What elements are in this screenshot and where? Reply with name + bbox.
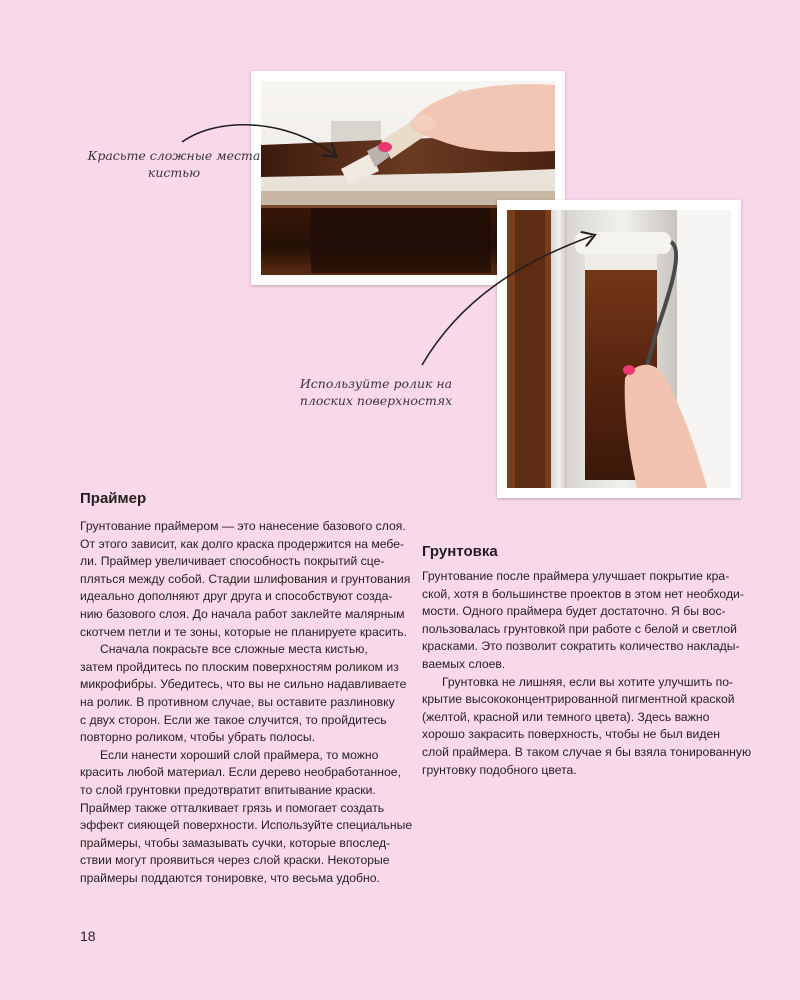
nail-icon: [623, 365, 635, 375]
text-line: микрофибры. Убедитесь, что вы не сильно надавливаете: [80, 677, 407, 692]
paragraph: [80, 641, 407, 747]
caption-line: Используйте ролик на: [299, 376, 453, 391]
text-line: красить любой материал. Если дерево необработанное,: [80, 765, 401, 780]
roller-painting-image: [507, 210, 731, 488]
text-line: с двух сторон. Если же такое случится, то пройдитесь: [80, 712, 387, 727]
text-line: скотчем петли и те зоны, которые не планируете красить.: [80, 624, 407, 639]
text-line: эффект сияющей поверхности. Используйте специальные: [80, 818, 413, 833]
page-number: 18: [80, 928, 96, 944]
text-line: Сначала покрасьте все сложные места кистью,: [100, 642, 368, 657]
paragraph: [422, 674, 752, 780]
text-line: праймеры поддаются тонировке, что весьма удобно.: [80, 870, 380, 885]
text-line: повторно роликом, чтобы убрать полосы.: [80, 730, 315, 745]
paragraph: [80, 518, 411, 641]
text-line: нию базового слоя. До начала работ заклейте малярным: [80, 606, 405, 621]
text-line: то слой грунтовки предотвратит впитывание краски.: [80, 782, 376, 797]
text-line: ваемых слоев.: [422, 656, 506, 671]
text-line: Если нанести хороший слой праймера, то можно: [100, 747, 379, 762]
caption-line: Красьте сложные места: [87, 148, 261, 163]
text-line: идеально дополняют друг друга и способствуют созда-: [80, 589, 393, 604]
paragraph: [422, 568, 752, 674]
text-line: затем пройдитесь по плоским поверхностям роликом из: [80, 659, 399, 674]
text-line: пользовалась грунтовкой при работе с белой и светлой: [422, 621, 737, 636]
text-line: мости. Одного праймера будет достаточно. Я бы вос-: [422, 604, 726, 619]
text-line: Праймер также отталкивает грязь и помогает создать: [80, 800, 385, 815]
primer-text-column: [80, 518, 413, 887]
gruntovka-text-column: [422, 568, 752, 779]
text-line: Грунтовка не лишняя, если вы хотите улучшить по-: [442, 674, 734, 689]
section-heading-gruntovka: Грунтовка: [422, 543, 498, 560]
text-line: на ролик. В противном случае, вы оставите разлиновку: [80, 694, 395, 709]
text-line: ствии могут проявиться через слой краски. Некоторые: [80, 853, 390, 868]
photo-roller-painting: [497, 200, 741, 498]
caption-line: кистью: [147, 165, 201, 180]
caption-brush: [84, 147, 264, 181]
text-line: От этого зависит, как долго краска продержится на мебе-: [80, 536, 405, 551]
section-heading-primer: Праймер: [80, 490, 147, 507]
text-line: ской, хотя в большинстве проектов в этом нет необходи-: [422, 586, 744, 601]
caption-roller: [292, 375, 460, 409]
paragraph: [80, 747, 413, 888]
text-line: грунтовку подобного цвета.: [422, 762, 577, 777]
text-line: крытие высококонцентрированной пигментной краской: [422, 692, 735, 707]
caption-line: плоских поверхностях: [299, 393, 453, 408]
text-line: пляться между собой. Стадии шлифования и грунтования: [80, 571, 411, 586]
text-line: красками. Это позволит сократить количество наклады-: [422, 639, 740, 654]
nail-icon: [378, 142, 392, 152]
text-line: Грунтование праймером — это нанесение базового слоя.: [80, 519, 406, 533]
text-line: (желтой, красной или темного цвета). Здесь важно: [422, 709, 710, 724]
text-line: Грунтование после праймера улучшает покрытие кра-: [422, 569, 730, 583]
text-line: слой праймера. В таком случае я бы взяла тонированную: [422, 744, 752, 759]
text-line: ли. Праймер увеличивает способность покрытий сце-: [80, 554, 385, 569]
text-line: праймеры, чтобы замазывать сучки, которые впослед-: [80, 835, 391, 850]
text-line: хорошо закрасить поверхность, чтобы не был виден: [422, 727, 720, 742]
